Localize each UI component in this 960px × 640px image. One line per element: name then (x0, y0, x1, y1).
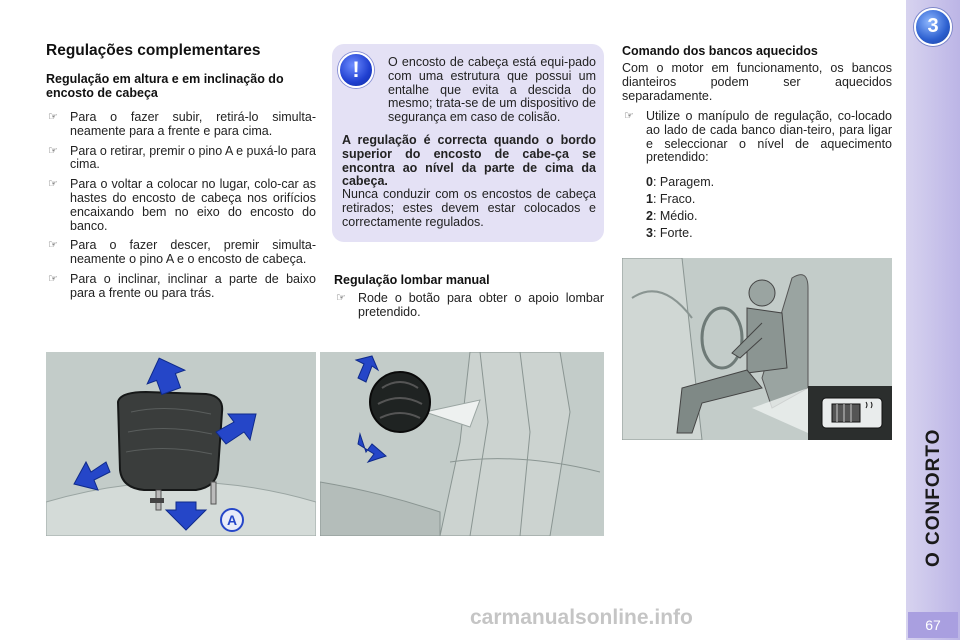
pointing-hand-icon: ☞ (336, 292, 346, 304)
pointing-hand-icon: ☞ (48, 272, 58, 285)
pointing-hand-icon: ☞ (624, 110, 634, 122)
info-text-3: Nunca conduzir com os encostos de cabeça retirados; estes devem estar colocados e correctamente regulados. (342, 187, 596, 229)
list-item: ☞ Utilize o manípulo de regulação, co-locado ao lado de cada banco dian-teiro, para ligar e seleccionar o nível de aquecimento pretendido: (624, 109, 892, 165)
list-item: ☞ Para o inclinar, inclinar a parte de baixo para a frente ou para trás. (48, 271, 316, 300)
info-text-1a: O encosto de cabeça está equi-pado com uma estrutura que possui um entalhe que evita a descida do mesmo; trata-se de um dispositivo de segurança em caso de colisão. (388, 55, 596, 125)
list-item: ☞ Para o fazer descer, premir simulta-neamente o pino A e o encosto de cabeça. (48, 238, 316, 267)
pin-label-a: A (226, 512, 238, 528)
heat-level-item: 0: Paragem. (646, 175, 715, 189)
list-item: ☞ Para o voltar a colocar no lugar, colo-car as hastes do encosto de cabeça nos orifícios encaixando bem no eixo do encosto do banco. (48, 177, 316, 233)
list-item: ☞ Para o fazer subir, retirá-lo simulta-neamente para a frente e para cima. (48, 110, 316, 138)
headrest-figure (46, 352, 316, 536)
lumbar-instructions (334, 292, 604, 326)
watermark: carmanualsonline.info (470, 606, 693, 629)
pointing-hand-icon: ☞ (48, 178, 58, 191)
heated-seats-instructions (622, 110, 892, 171)
pointing-hand-icon: ☞ (48, 144, 58, 157)
heated-seats-subtitle: Comando dos bancos aquecidos (622, 44, 818, 58)
heated-seats-intro: Com o motor em funcionamento, os bancos dianteiros podem ser aquecidos separadamente. (622, 61, 892, 103)
heat-level-item: 1: Fraco. (646, 192, 696, 206)
info-text-2: A regulação é correcta quando o bordo superior do encosto de cabe-ça se encontra ao nível da parte de cima da cabeça. (342, 133, 596, 189)
heat-level-item: 2: Médio. (646, 209, 698, 223)
chapter-number-badge: 3 (914, 8, 952, 46)
pointing-hand-icon: ☞ (48, 239, 58, 252)
section-title: Regulações complementares (46, 42, 261, 59)
exclamation-icon: ! (338, 52, 374, 88)
heat-level-item: 3: Forte. (646, 226, 693, 240)
list-item: ☞ Para o retirar, premir o pino A e puxá-lo para cima. (48, 143, 316, 172)
headrest-subtitle: Regulação em altura e em inclinação do encosto de cabeça (46, 72, 284, 100)
lumbar-figure (320, 352, 604, 536)
list-item: ☞ Rode o botão para obter o apoio lombar pretendido. (336, 291, 604, 319)
chapter-title: O CONFORTO (923, 428, 944, 567)
lumbar-subtitle: Regulação lombar manual (334, 273, 490, 287)
headrest-instructions (46, 111, 316, 307)
pointing-hand-icon: ☞ (48, 111, 58, 123)
heat-levels-list (646, 174, 846, 242)
heated-seat-figure (622, 258, 892, 440)
page-number: 67 (908, 612, 958, 638)
